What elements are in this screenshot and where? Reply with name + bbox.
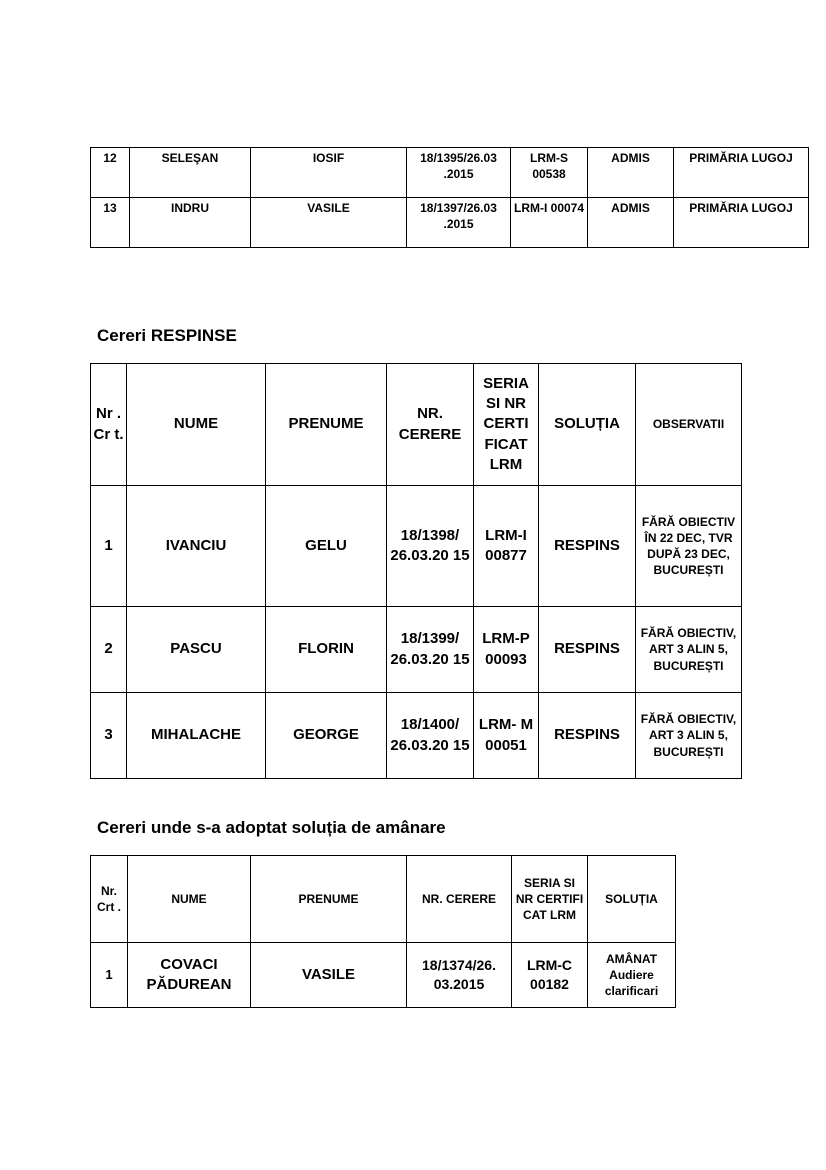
cell-prenume: VASILE [251, 943, 407, 1008]
section-heading-respinse: Cereri RESPINSE [97, 326, 237, 345]
postponed-table [90, 855, 676, 1008]
rejected-table [90, 363, 742, 779]
cell-certificat: LRM-P 00093 [474, 607, 539, 693]
cell-nume: PASCU [127, 607, 266, 693]
header-nr-cerere: NR. CERERE [407, 856, 512, 943]
table-row [91, 943, 676, 1008]
section-heading-amanare: Cereri unde s-a adoptat soluția de amânare [97, 818, 446, 837]
cell-prenume: VASILE [251, 198, 407, 248]
cell-nr-cerere: 18/1400/ 26.03.20 15 [387, 693, 474, 779]
cell-prenume: FLORIN [266, 607, 387, 693]
header-observatii: OBSERVATII [636, 364, 742, 486]
header-certificat: SERIA SI NR CERTIFI CAT LRM [512, 856, 588, 943]
header-solutia: SOLUȚIA [588, 856, 676, 943]
cell-nume: COVACI PĂDUREAN [128, 943, 251, 1008]
cell-nr-cerere: 18/1399/ 26.03.20 15 [387, 607, 474, 693]
header-prenume: PRENUME [251, 856, 407, 943]
cell-observatii: FĂRĂ OBIECTIV ÎN 22 DEC, TVR DUPĂ 23 DEC, BUCUREȘTI [636, 486, 742, 607]
table-row [91, 607, 742, 693]
cell-certificat: LRM- M 00051 [474, 693, 539, 779]
header-nume: NUME [127, 364, 266, 486]
cell-solutia: ADMIS [588, 198, 674, 248]
cell-certificat: LRM-C 00182 [512, 943, 588, 1008]
cell-solutia: ADMIS [588, 148, 674, 198]
header-nr: Nr. Crt . [91, 856, 128, 943]
cell-nr-cerere: 18/1397/26.03 .2015 [407, 198, 511, 248]
cell-solutia: RESPINS [539, 693, 636, 779]
cell-nr-cerere: 18/1395/26.03 .2015 [407, 148, 511, 198]
cell-nume: MIHALACHE [127, 693, 266, 779]
cell-nume: IVANCIU [127, 486, 266, 607]
table-header-row [91, 856, 676, 943]
table-row [91, 486, 742, 607]
cell-nume: INDRU [130, 198, 251, 248]
header-solutia: SOLUȚIA [539, 364, 636, 486]
cell-prenume: IOSIF [251, 148, 407, 198]
cell-nr: 13 [91, 198, 130, 248]
header-certificat: SERIA SI NR CERTI FICAT LRM [474, 364, 539, 486]
cell-nr: 12 [91, 148, 130, 198]
header-prenume: PRENUME [266, 364, 387, 486]
cell-observatii: FĂRĂ OBIECTIV, ART 3 ALIN 5, BUCUREȘTI [636, 693, 742, 779]
header-nume: NUME [128, 856, 251, 943]
cell-observatii: PRIMĂRIA LUGOJ [674, 198, 809, 248]
cell-certificat: LRM-I 00877 [474, 486, 539, 607]
cell-prenume: GELU [266, 486, 387, 607]
header-nr: Nr . Cr t. [91, 364, 127, 486]
header-nr-cerere: NR. CERERE [387, 364, 474, 486]
cell-nr-cerere: 18/1398/ 26.03.20 15 [387, 486, 474, 607]
cell-prenume: GEORGE [266, 693, 387, 779]
cell-observatii: FĂRĂ OBIECTIV, ART 3 ALIN 5, BUCUREȘTI [636, 607, 742, 693]
table-header-row [91, 364, 742, 486]
cell-observatii: PRIMĂRIA LUGOJ [674, 148, 809, 198]
cell-nr: 1 [91, 943, 128, 1008]
admitted-table-continued [90, 147, 809, 248]
table-row [91, 198, 809, 248]
cell-certificat: LRM-I 00074 [511, 198, 588, 248]
cell-nr: 2 [91, 607, 127, 693]
table-row [91, 148, 809, 198]
table-row [91, 693, 742, 779]
cell-nr: 1 [91, 486, 127, 607]
cell-certificat: LRM-S 00538 [511, 148, 588, 198]
cell-nume: SELEŞAN [130, 148, 251, 198]
cell-nr-cerere: 18/1374/26. 03.2015 [407, 943, 512, 1008]
cell-solutia: RESPINS [539, 486, 636, 607]
cell-solutia: AMÂNAT Audiere clarificari [588, 943, 676, 1008]
cell-nr: 3 [91, 693, 127, 779]
cell-solutia: RESPINS [539, 607, 636, 693]
